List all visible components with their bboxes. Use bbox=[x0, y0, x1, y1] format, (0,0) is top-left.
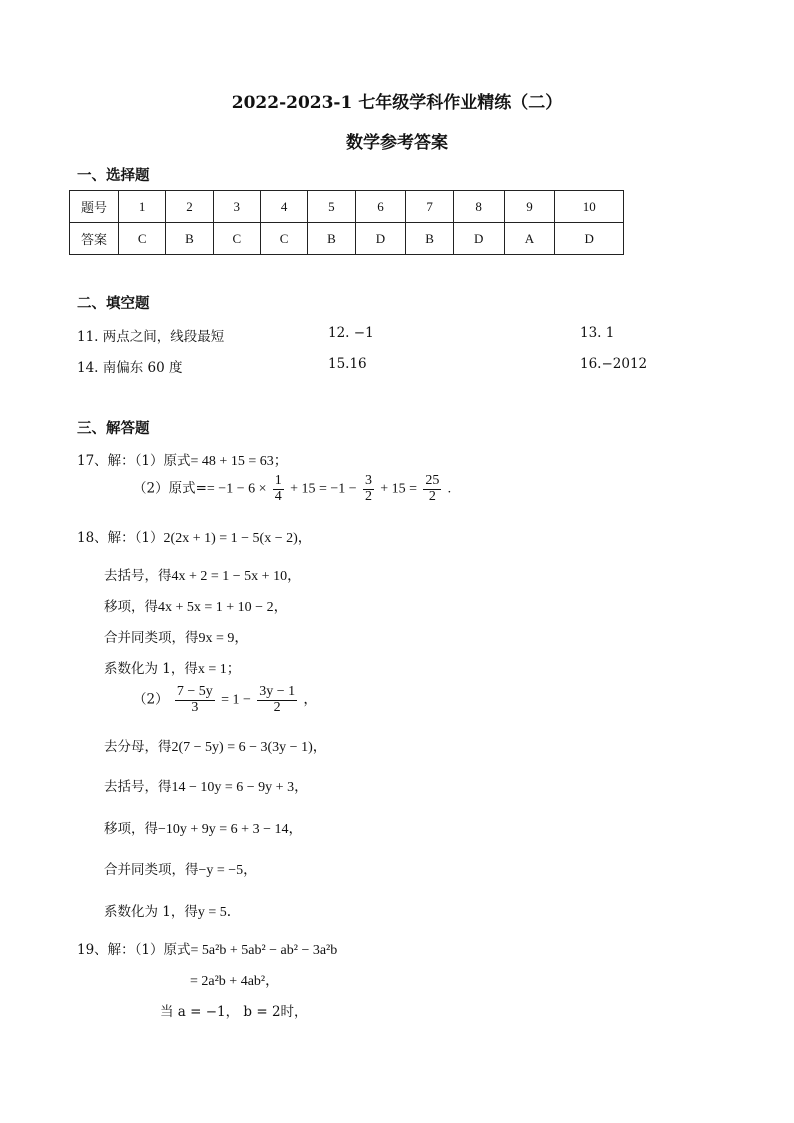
q17-label: 17、解： bbox=[77, 453, 135, 469]
fill-answer-15: 15.16 bbox=[328, 356, 367, 372]
q18-part2 bbox=[133, 685, 317, 715]
q18-label: 18、解： bbox=[77, 530, 135, 546]
table-cell: 1 bbox=[119, 191, 166, 223]
page-title: 2022-2023-1 七年级学科作业精练（二） bbox=[231, 93, 563, 113]
fraction: $\frac{3}{2}$ bbox=[364, 473, 372, 504]
q17-part2-label: （2）原式= bbox=[133, 480, 207, 497]
q18-part2-end: ， bbox=[303, 692, 318, 708]
table-row bbox=[70, 223, 624, 255]
page-subtitle: 数学参考答案 bbox=[346, 133, 448, 153]
q18-part1-label: （1） bbox=[134, 530, 164, 546]
q19-line3: 当 a = −1， b = 2时， bbox=[160, 1004, 308, 1020]
table-cell: D bbox=[555, 223, 624, 255]
q19-line2: = 2a²b + 4ab²， bbox=[190, 974, 280, 989]
table-row bbox=[70, 191, 624, 223]
section1-heading: 一、选择题 bbox=[77, 167, 150, 184]
q18-step2: 移项，得4x + 5x = 1 + 10 − 2， bbox=[104, 599, 288, 615]
fraction: $\frac{7 - 5y}{3}$ bbox=[176, 684, 213, 715]
table-cell: 3 bbox=[213, 191, 260, 223]
table-cell: 6 bbox=[355, 191, 406, 223]
q19-line1: = 5a²b + 5ab² − ab² − 3a²b bbox=[190, 943, 338, 958]
q17-part2 bbox=[133, 474, 451, 504]
q19-part1 bbox=[77, 938, 337, 959]
q18-step1: 去括号，得4x + 2 = 1 − 5x + 10， bbox=[104, 568, 302, 584]
fraction: $\frac{1}{4}$ bbox=[274, 473, 282, 504]
q18-step6: 去括号，得14 − 10y = 6 − 9y + 3， bbox=[104, 779, 309, 795]
q17-part1-label: （1）原式 bbox=[134, 453, 191, 469]
fill-answer-16: 16.−2012 bbox=[580, 356, 648, 372]
table-cell: D bbox=[355, 223, 406, 255]
q17-part2-expr-b: + 15 = −1 − bbox=[290, 481, 357, 497]
section3-heading: 三、解答题 bbox=[77, 420, 150, 437]
q18-step4: 系数化为 1，得x = 1； bbox=[104, 661, 241, 677]
table-cell: 2 bbox=[166, 191, 213, 223]
q18-part2-label: （2） bbox=[133, 691, 169, 708]
q18-step7: 移项，得−10y + 9y = 6 + 3 − 14， bbox=[104, 821, 303, 837]
fill-answer-12: 12. −1 bbox=[328, 325, 374, 341]
table-cell: C bbox=[213, 223, 260, 255]
q17-part2-end: . bbox=[447, 481, 452, 497]
table-cell: 5 bbox=[308, 191, 355, 223]
table-cell: 10 bbox=[555, 191, 624, 223]
fill-answer-11: 11. 两点之间，线段最短 bbox=[77, 329, 225, 345]
q18-part1 bbox=[77, 526, 312, 547]
q18-step9: 系数化为 1，得y = 5． bbox=[104, 904, 241, 920]
table-cell: 题号 bbox=[70, 191, 119, 223]
table-cell: 7 bbox=[406, 191, 453, 223]
q17-part1 bbox=[77, 449, 288, 470]
table-cell: B bbox=[308, 223, 355, 255]
q19-label: 19、解： bbox=[77, 942, 135, 958]
table-cell: A bbox=[504, 223, 555, 255]
table-cell: C bbox=[119, 223, 166, 255]
section2-heading: 二、填空题 bbox=[77, 295, 150, 312]
q18-part1-expr: 2(2x + 1) = 1 − 5(x − 2)， bbox=[163, 531, 312, 546]
q17-part2-expr-a: = −1 − 6 × bbox=[206, 481, 267, 497]
table-cell: 4 bbox=[260, 191, 307, 223]
q18-step3: 合并同类项，得9x = 9， bbox=[104, 630, 249, 646]
q17-part2-expr-c: + 15 = bbox=[380, 481, 418, 497]
fill-answer-13: 13. 1 bbox=[580, 325, 615, 341]
q19-part1-label: （1）原式 bbox=[134, 942, 191, 958]
table-cell: 8 bbox=[453, 191, 504, 223]
table-cell: B bbox=[406, 223, 453, 255]
fill-answer-14: 14. 南偏东 60 度 bbox=[77, 360, 183, 376]
table-cell: C bbox=[260, 223, 307, 255]
table-cell: 答案 bbox=[70, 223, 119, 255]
q17-part1-expr: = 48 + 15 = 63； bbox=[190, 454, 288, 469]
q18-step8: 合并同类项，得−y = −5， bbox=[104, 862, 258, 878]
q18-step5: 去分母，得2(7 − 5y) = 6 − 3(3y − 1)， bbox=[104, 739, 327, 755]
fraction: $\frac{25}{2}$ bbox=[425, 473, 440, 504]
fraction: $\frac{3y - 1}{2}$ bbox=[259, 684, 296, 715]
table-cell: 9 bbox=[504, 191, 555, 223]
answer-table bbox=[69, 190, 624, 255]
table-cell: D bbox=[453, 223, 504, 255]
table-cell: B bbox=[166, 223, 213, 255]
q18-part2-mid: = 1 − bbox=[221, 692, 251, 708]
